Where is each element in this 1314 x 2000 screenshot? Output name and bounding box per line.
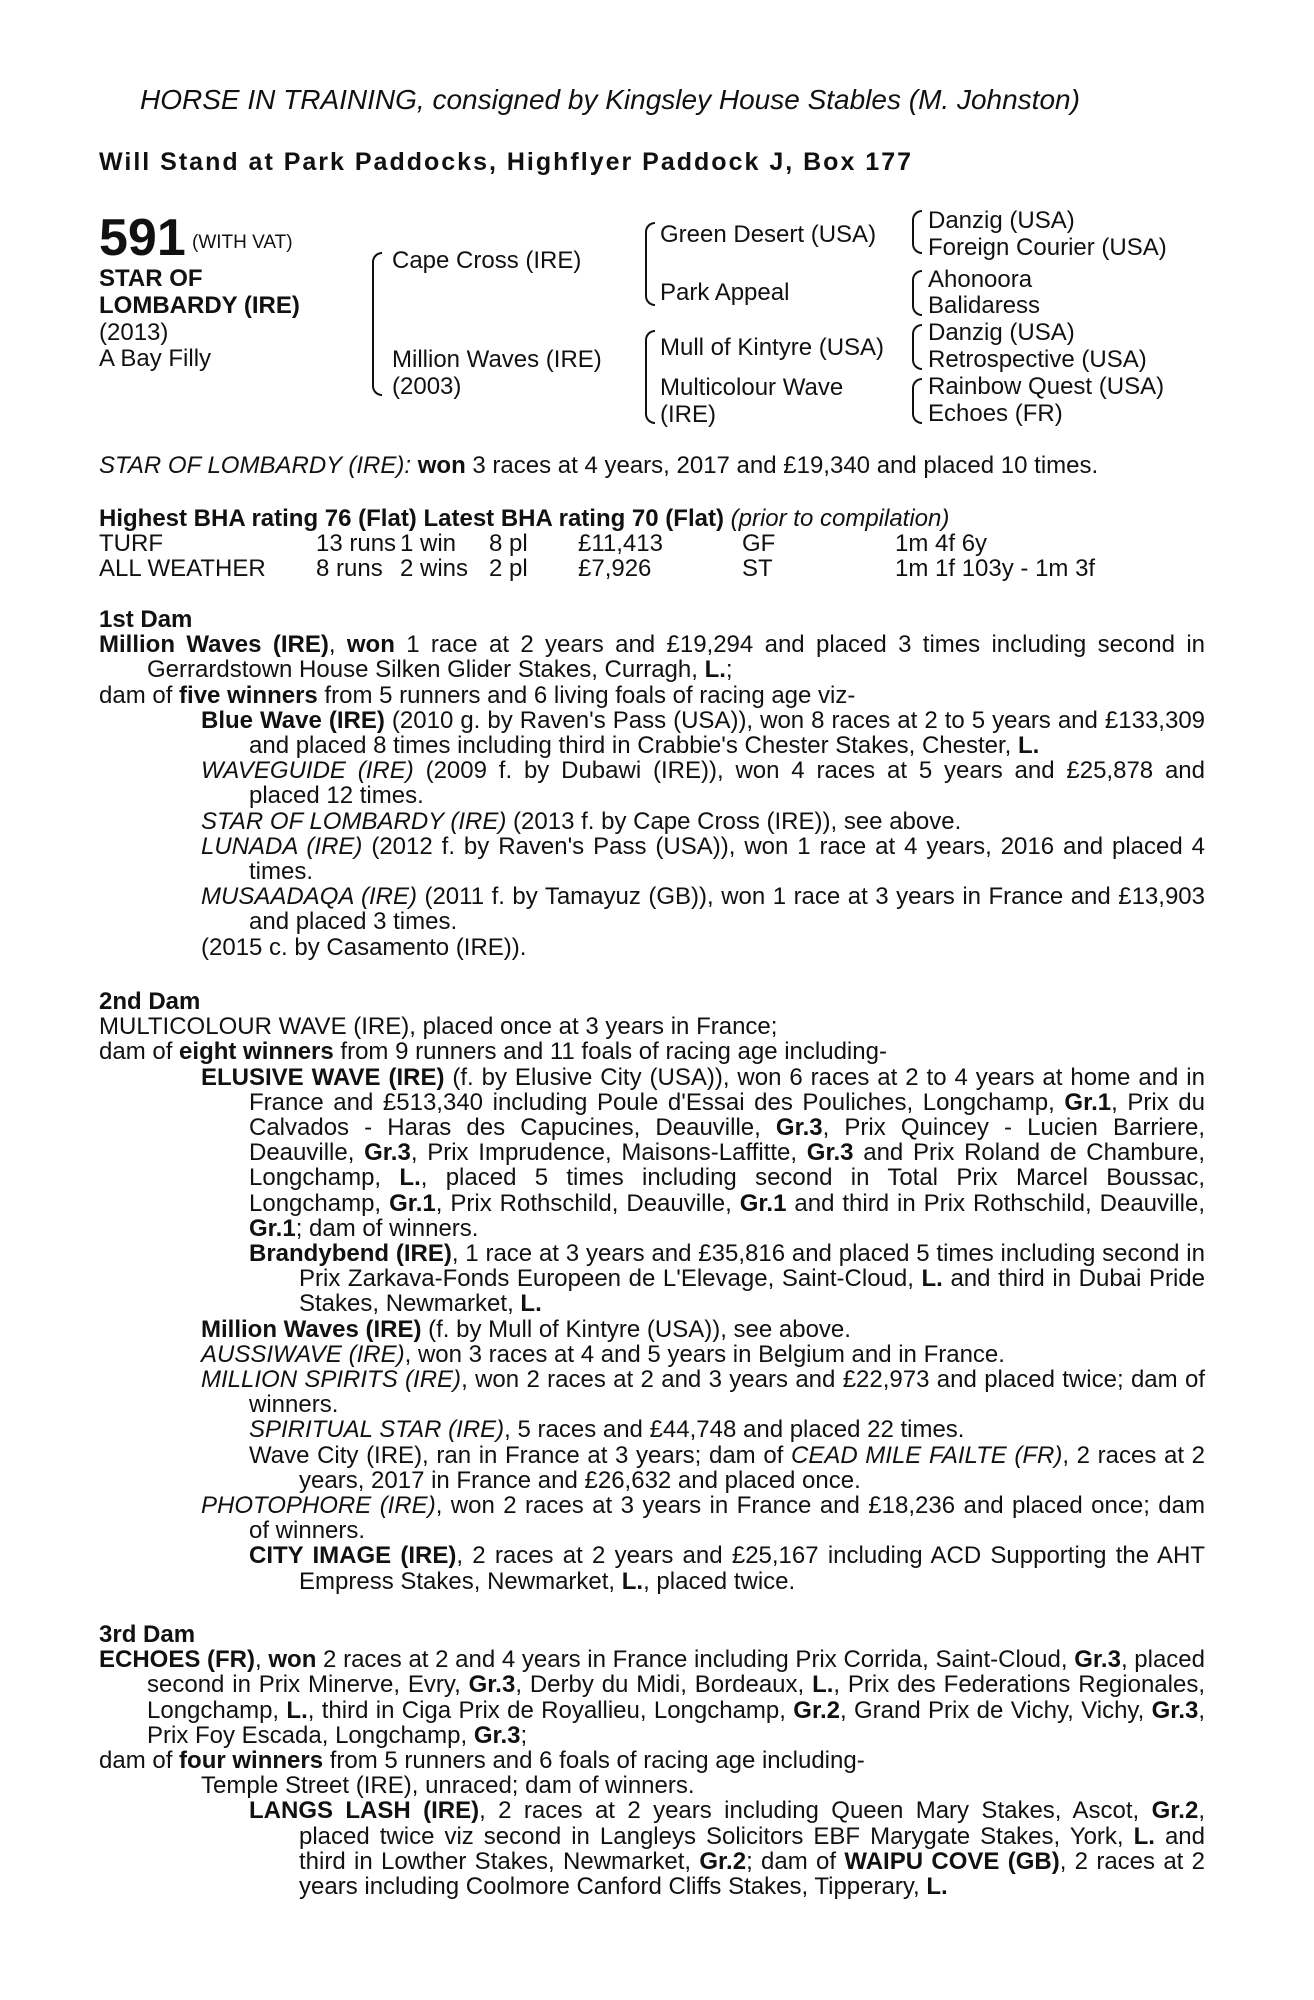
t: won xyxy=(268,1646,317,1674)
produce-star-of-lombardy xyxy=(99,809,1205,834)
t: Million Waves (IRE) xyxy=(201,1315,422,1343)
rating-note: (prior to compilation) xyxy=(730,505,950,532)
t: , 2 races at 2 years, 2017 in France and £26,632 and placed once. xyxy=(299,1441,1206,1494)
summary-colon: : xyxy=(404,452,412,479)
t: Gr.3 xyxy=(775,1114,823,1142)
pedigree-dam-sire: Mull of Kintyre (USA) xyxy=(660,334,885,361)
produce-blue-wave xyxy=(99,708,1205,758)
t: , won 2 races at 3 years in France and £18,236 and placed once; dam of winners. xyxy=(249,1492,1205,1545)
t: from 5 runners and 6 living foals of racing age viz- xyxy=(317,681,856,709)
t: five winners xyxy=(179,681,318,709)
t: , xyxy=(328,631,347,659)
t: Gr.3 xyxy=(806,1139,854,1167)
perf-turf-going: GF xyxy=(742,530,776,557)
horse-name-line2: LOMBARDY (IRE) xyxy=(99,292,300,319)
produce-wave-city xyxy=(99,1443,1205,1493)
t: , won 2 races at 2 and 3 years and £22,973 and placed twice; dam of winners. xyxy=(249,1366,1206,1419)
t: MILLION SPIRITS (IRE) xyxy=(201,1366,462,1394)
t: L. xyxy=(399,1164,421,1192)
t: Gr.3 xyxy=(1151,1696,1199,1724)
pedigree-sds: Ahonoora xyxy=(928,266,1033,293)
vat-note: (WITH VAT) xyxy=(192,232,293,253)
t: dam of xyxy=(99,1038,180,1066)
t: ; dam of xyxy=(746,1847,845,1875)
t: Gr.3 xyxy=(1074,1646,1121,1674)
t: eight winners xyxy=(179,1038,334,1066)
brace-g3-4 xyxy=(912,378,922,424)
pedigree-ddd: Echoes (FR) xyxy=(928,400,1063,427)
t: , xyxy=(255,1646,269,1674)
t: and third in Lowther Stakes, Newmarket, xyxy=(299,1822,1206,1875)
t: and Prix Roland de Chambure, Longchamp, xyxy=(249,1139,1205,1192)
produce-aussiwave xyxy=(99,1342,1205,1367)
t: , Prix Imprudence, Maisons-Laffitte, xyxy=(410,1139,807,1167)
t: four winners xyxy=(179,1747,324,1775)
third-dam-heading: 3rd Dam xyxy=(99,1621,196,1648)
t: L. xyxy=(621,1567,644,1595)
t: 2 races at 2 and 4 years in France including Prix Corrida, Saint-Cloud, xyxy=(316,1646,1075,1674)
t: CEAD MILE FAILTE (FR) xyxy=(790,1441,1063,1469)
brace-g3-1 xyxy=(912,210,922,254)
perf-turf-money: £11,413 xyxy=(578,530,663,557)
summary-rest: 3 races at 4 years, 2017 and £19,340 and placed 10 times. xyxy=(465,452,1099,479)
produce-photophore xyxy=(99,1493,1205,1543)
perf-aw-surface: ALL WEATHER xyxy=(99,555,266,582)
t: , Prix des Federations Regionales, Longchamp, xyxy=(147,1671,1206,1724)
summary-won: won xyxy=(417,452,466,479)
perf-aw-pl: 2 pl xyxy=(489,555,528,582)
t: , placed second in Prix Minerve, Evry, xyxy=(147,1646,1206,1699)
produce-temple-street: Temple Street (IRE), unraced; dam of winners. xyxy=(201,1772,695,1800)
t: SPIRITUAL STAR (IRE) xyxy=(249,1416,505,1444)
t: L. xyxy=(1017,732,1040,760)
t: Gr.2 xyxy=(1151,1797,1199,1825)
rating-heading xyxy=(99,506,949,531)
t: L. xyxy=(921,1265,943,1293)
t: Gr.1 xyxy=(389,1189,436,1217)
produce-musaadaqa xyxy=(99,884,1205,934)
t: Gr.3 xyxy=(468,1671,516,1699)
t: Gr.2 xyxy=(793,1696,840,1724)
produce-brandybend xyxy=(99,1241,1205,1317)
t: CITY IMAGE (IRE) xyxy=(249,1542,457,1570)
perf-aw-dist: 1m 1f 103y - 1m 3f xyxy=(895,555,1096,582)
third-dam-record xyxy=(99,1647,1205,1748)
t: (2012 f. by Raven's Pass (USA)), won 1 race at 4 years, 2016 and placed 4 times. xyxy=(249,832,1205,886)
t: , Prix Rothschild, Deauville, xyxy=(435,1189,740,1217)
t: ECHOES (FR) xyxy=(99,1646,256,1674)
rating-heading-text: Highest BHA rating 76 (Flat) Latest BHA rating 70 (Flat) xyxy=(99,505,724,532)
pedigree-ssd: Foreign Courier (USA) xyxy=(928,234,1167,261)
perf-turf-pl: 8 pl xyxy=(489,530,528,557)
t: PHOTOPHORE (IRE) xyxy=(201,1492,436,1520)
t: Gr.2 xyxy=(699,1847,747,1875)
t: L. xyxy=(1133,1822,1155,1850)
t: (2013 f. by Cape Cross (IRE)), see above. xyxy=(506,807,962,835)
t: L. xyxy=(926,1873,948,1901)
second-dam-produce-intro xyxy=(99,1039,1205,1064)
perf-turf-surface: TURF xyxy=(99,530,163,557)
t: , placed 5 times including second in Total Prix Marcel Boussac, Longchamp, xyxy=(249,1164,1205,1217)
produce-million-spirits xyxy=(99,1367,1205,1417)
t: (f. by Mull of Kintyre (USA)), see above. xyxy=(421,1315,851,1343)
t: L. xyxy=(812,1671,834,1699)
t: (f. by Elusive City (USA)), won 6 races at 2 to 4 years at home and in France and £513,340 including Poule d'Essai des Pouliches, Longchamp, xyxy=(249,1063,1205,1116)
t: Gr.3 xyxy=(473,1721,521,1749)
t: STAR OF LOMBARDY (IRE) xyxy=(201,807,507,835)
t: , 2 races at 2 years and £25,167 including ACD Supporting the AHT Empress Stakes, Newmarket, xyxy=(299,1542,1205,1595)
perf-turf-wins: 1 win xyxy=(400,530,457,557)
first-dam-record xyxy=(99,632,1205,682)
perf-aw-money: £7,926 xyxy=(578,555,652,582)
race-summary xyxy=(99,453,1205,478)
perf-aw-going: ST xyxy=(742,555,773,582)
first-dam-section xyxy=(99,607,1205,960)
t: Gr.1 xyxy=(739,1189,787,1217)
t: , placed twice viz second in Langleys Solicitors EBF Marygate Stakes, York, xyxy=(299,1797,1205,1850)
pedigree-dam-dam-line2: (IRE) xyxy=(660,401,716,428)
t: , Prix Quincey - Lucien Barriere, Deauville, xyxy=(249,1114,1205,1167)
t: Wave City (IRE), ran in France at 3 years; dam of xyxy=(249,1441,791,1469)
perf-aw-wins: 2 wins xyxy=(400,555,469,582)
pedigree-sire-sire: Green Desert (USA) xyxy=(660,221,877,248)
t: L. xyxy=(286,1696,308,1724)
pedigree-sdd: Balidaress xyxy=(928,292,1041,319)
pedigree-sire-dam: Park Appeal xyxy=(660,279,790,306)
pedigree-dam-year: (2003) xyxy=(392,373,462,400)
t: Brandybend (IRE) xyxy=(249,1240,452,1268)
summary-horse-name: STAR OF LOMBARDY (IRE) xyxy=(99,452,405,479)
produce-waveguide xyxy=(99,758,1205,808)
t: ELUSIVE WAVE (IRE) xyxy=(201,1063,445,1091)
t: ; xyxy=(725,656,733,684)
produce-lunada xyxy=(99,834,1205,884)
third-dam-produce-intro xyxy=(99,1748,1205,1773)
produce-2015-colt: (2015 c. by Casamento (IRE)). xyxy=(201,933,527,961)
brace-sire-dam xyxy=(372,252,382,396)
t: (2010 g. by Raven's Pass (USA)), won 8 races at 2 to 5 years and £133,309 and placed 8 times including third in Crabbie's Chester Stakes, Chester, xyxy=(249,706,1206,760)
t: (2011 f. by Tamayuz (GB)), won 1 race at 3 years in France and £13,903 and placed 3 times. xyxy=(249,883,1205,936)
t: , Grand Prix de Vichy, Vichy, xyxy=(839,1696,1152,1724)
first-dam-name: Million Waves (IRE) xyxy=(99,631,329,659)
second-dam-heading: 2nd Dam xyxy=(99,988,201,1015)
produce-city-image xyxy=(99,1543,1205,1593)
brace-sire-parents xyxy=(645,222,655,306)
t: Blue Wave (IRE) xyxy=(201,706,385,734)
perf-turf-dist: 1m 4f 6y xyxy=(895,530,988,557)
produce-spiritual-star xyxy=(99,1417,1205,1442)
t: Gr.3 xyxy=(364,1139,411,1167)
t: L. xyxy=(520,1290,542,1318)
brace-g3-2 xyxy=(912,270,922,316)
t: MUSAADAQA (IRE) xyxy=(201,883,417,911)
produce-elusive-wave xyxy=(99,1065,1205,1241)
perf-turf-runs: 13 runs xyxy=(316,530,397,557)
t: WAVEGUIDE (IRE) xyxy=(201,757,414,785)
pedigree-dsd: Retrospective (USA) xyxy=(928,346,1147,373)
page-header-title: HORSE IN TRAINING, consigned by Kingsley House Stables (M. Johnston) xyxy=(140,84,1080,115)
t: ; dam of winners. xyxy=(295,1214,479,1242)
brace-dam-parents xyxy=(645,330,655,424)
t: and third in Prix Rothschild, Deauville, xyxy=(786,1189,1206,1217)
t: , Prix Foy Escada, Longchamp, xyxy=(147,1696,1206,1749)
lot-number: 591 xyxy=(99,209,186,267)
pedigree-dss: Danzig (USA) xyxy=(928,319,1075,346)
pedigree-sire: Cape Cross (IRE) xyxy=(392,247,582,274)
produce-langs-lash xyxy=(99,1798,1205,1899)
stand-location: Will Stand at Park Paddocks, Highflyer Paddock J, Box 177 xyxy=(99,148,913,176)
t: AUSSIWAVE (IRE) xyxy=(201,1340,405,1368)
horse-description: A Bay Filly xyxy=(99,345,212,372)
t: , Prix du Calvados - Haras des Capucines, Deauville, xyxy=(249,1088,1206,1142)
pedigree-dds: Rainbow Quest (USA) xyxy=(928,373,1165,400)
t: , 5 races and £44,748 and placed 22 times. xyxy=(504,1416,965,1444)
first-dam-produce-intro xyxy=(99,683,1205,708)
second-dam-section xyxy=(99,989,1205,1594)
t: dam of xyxy=(99,1747,180,1775)
third-dam-section xyxy=(99,1622,1205,1899)
t: WAIPU COVE (GB) xyxy=(844,1847,1060,1875)
t: L. xyxy=(704,656,726,684)
t: 1 race at 2 years and £19,294 and placed 3 times including second in Gerrardstown House Silken Glider Stakes, Curragh, xyxy=(147,631,1205,684)
pedigree-dam: Million Waves (IRE) xyxy=(392,346,602,373)
t: dam of xyxy=(99,681,180,709)
t: from 5 runners and 6 foals of racing age including- xyxy=(323,1747,865,1775)
t: , third in Ciga Prix de Royallieu, Longchamp, xyxy=(307,1696,794,1724)
pedigree-dam-dam-line1: Multicolour Wave xyxy=(660,374,844,401)
pedigree-sss: Danzig (USA) xyxy=(928,207,1075,234)
t: , 1 race at 3 years and £35,816 and placed 5 times including second in Prix Zarkava-Fonds Europeen de L'Elevage, Saint-Cloud, xyxy=(299,1240,1205,1293)
t: , placed twice. xyxy=(643,1567,796,1595)
t: won xyxy=(346,631,395,659)
t: and third in Dubai Pride Stakes, Newmarket, xyxy=(299,1265,1205,1318)
second-dam-intro: MULTICOLOUR WAVE (IRE), placed once at 3 years in France; xyxy=(99,1013,778,1041)
horse-name-line1: STAR OF xyxy=(99,265,203,292)
t: Gr.1 xyxy=(249,1214,296,1242)
t: LUNADA (IRE) xyxy=(201,832,363,860)
t: from 9 runners and 11 foals of racing age including- xyxy=(333,1038,887,1066)
t: (2009 f. by Dubawi (IRE)), won 4 races at 5 years and £25,878 and placed 12 times. xyxy=(249,757,1205,810)
t: LANGS LASH (IRE) xyxy=(249,1797,480,1825)
t: Gr.1 xyxy=(1064,1088,1112,1116)
t: , 2 races at 2 years including Coolmore Canford Cliffs Stakes, Tipperary, xyxy=(299,1847,1205,1901)
t: , won 3 races at 4 and 5 years in Belgium and in France. xyxy=(404,1340,1005,1368)
horse-year: (2013) xyxy=(99,319,169,346)
t: , 2 races at 2 years including Queen Mary Stakes, Ascot, xyxy=(479,1797,1152,1825)
t: , Derby du Midi, Bordeaux, xyxy=(515,1671,813,1699)
first-dam-heading: 1st Dam xyxy=(99,606,193,633)
produce-million-waves xyxy=(99,1317,1205,1342)
brace-g3-3 xyxy=(912,324,922,370)
t: ; xyxy=(520,1721,528,1749)
perf-aw-runs: 8 runs xyxy=(316,555,383,582)
